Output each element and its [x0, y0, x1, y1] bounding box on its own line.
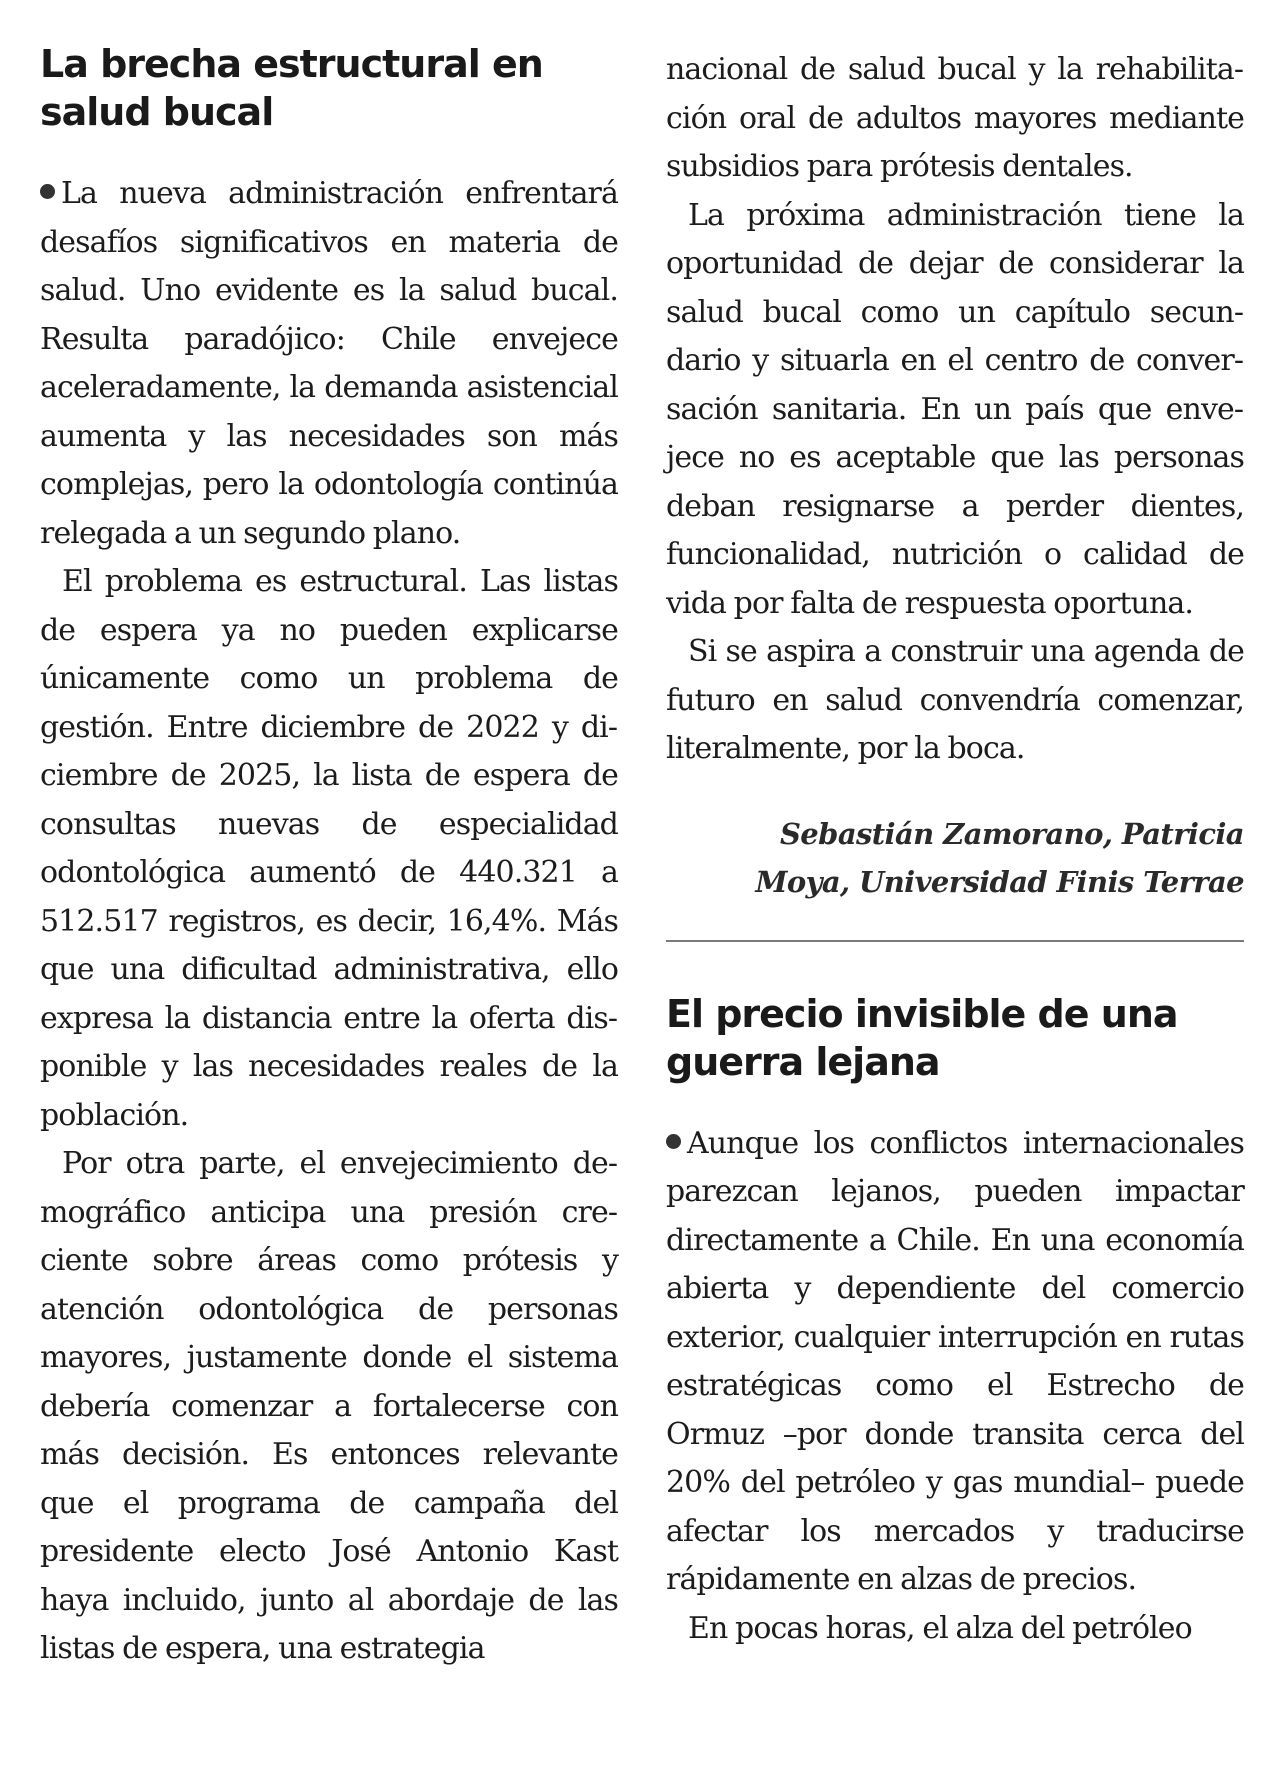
- article2-paragraph-1: Aunque los conflictos internacionales parezcan lejanos, pueden impactar directamente a Chile. En una economía abierta y dependiente del comercio exterior, cualquier interrupción en rutas estratégicas como el Estrecho de Ormuz –por donde transita cerca del 20% del petróleo y gas mundial– puede afectar los mercados y traducirse rápidamente en alzas de precios.: [666, 1125, 1244, 1597]
- article1-paragraph-3: Por otra parte, el envejecimiento demográfico anticipa una presión creciente sobre áreas como prótesis y atención odontológica de personas mayores, justamente donde el sistema debería comenzar a fortalecerse con más decisión. Es entonces relevante que el programa de campaña del presidente electo José Antonio Kast haya incluido, junto al abordaje de las listas de espera, una estrategia: [40, 1146, 618, 1666]
- article2-headline: El precio invisible de una guerra lejana: [666, 991, 1178, 1084]
- bullet-icon: [40, 184, 55, 199]
- article1-signature-line-2: Moya, Universidad Finis Terrae: [755, 864, 1244, 899]
- article1-signature-line-1: Sebastián Zamorano, Patricia: [779, 816, 1244, 851]
- article1-paragraph-3-continued: nacional de salud bucal y la rehabilitación oral de adultos mayores mediante subsidios para prótesis dentales.: [666, 52, 1244, 184]
- bullet-icon: [666, 1134, 681, 1149]
- article1-paragraph-4: La próxima administración tiene la oportunidad de dejar de considerar la salud bucal como un capítulo secundario y situarla en el centro de conversación sanitaria. En un país que envejece no es aceptable que las personas deban resignarse a perder dientes, funcionalidad, nutrición o calidad de vida por falta de respuesta oportuna.: [666, 197, 1244, 621]
- article1-paragraph-1: La nueva administración enfrentará desafíos significativos en materia de salud. Uno evidente es la salud bucal. Resulta paradójico: Chile envejece aceleradamente, la demanda asistencial aumenta y las necesidades son más complejas, pero la odontología continúa relegada a un segundo plano.: [40, 176, 618, 551]
- article2-paragraph-2: En pocas horas, el alza del petróleo: [688, 1610, 1192, 1646]
- article1-paragraph-2: El problema es estructural. Las listas de espera ya no pueden explicarse únicamente como un problema de gestión. Entre diciembre de 2022 y diciembre de 2025, la lista de espera de consultas nuevas de especialidad odontológica aumentó de 440.321 a 512.517 registros, es decir, 16,4%. Más que una dificultad administrativa, ello expresa la distancia entre la oferta disponible y las necesidades reales de la población.: [40, 564, 618, 1133]
- right-column: [666, 46, 1244, 1653]
- article1-paragraph-5: Si se aspira a construir una agenda de futuro en salud convendría comenzar, literalmente, por la boca.: [666, 634, 1244, 766]
- left-column: [40, 40, 618, 1674]
- article1-headline: La brecha estructural en salud bucal: [40, 42, 543, 134]
